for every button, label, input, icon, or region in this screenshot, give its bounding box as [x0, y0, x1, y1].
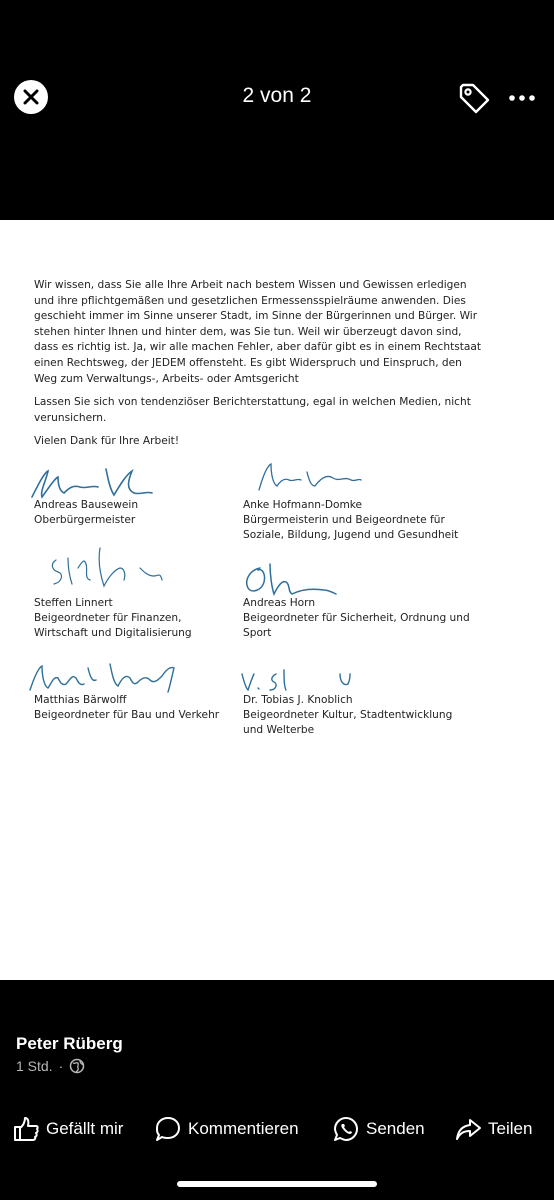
comment-button[interactable]	[154, 1114, 299, 1144]
more-options-button[interactable]	[506, 84, 538, 112]
signature-hofmann-domke	[255, 460, 365, 496]
tag-icon	[456, 80, 492, 116]
signatory-hofmann-domke: Anke Hofmann-Domke Bürgermeisterin und Beigeordnete für Soziale, Bildung, Jugend und Gesundheit	[243, 499, 459, 542]
letter-paragraph: Wir wissen, dass Sie alle Ihre Arbeit nach bestem Wissen und Gewissen erledigen und ihre pflichtgemäßen und gesetzlichen Ermessensspielräume anwenden. Dies geschieht immer im Sinne unserer Stadt, im Sinne der Bürgerinnen und Bürger. Wir stehen hinter Ihnen und hinter dem, was Sie tun. Weil wir überzeugt davon sind, dass es richtig ist. Ja, wir alle machen Fehler, aber dafür gibt es in einem Rechtstaat einen Rechtsweg, der JEDEM offensteht. Es gibt Widerspruch und Einspruch, den Weg zum Verwaltungs-, Arbeits- oder Amtsgericht	[34, 279, 482, 385]
signatory-bausewein: Andreas Bausewein Oberbürgermeister	[34, 499, 139, 527]
send-button[interactable]	[332, 1114, 425, 1144]
meta-separator: ·	[58, 1058, 64, 1074]
letter-closing: Vielen Dank für Ihre Arbeit!	[34, 435, 180, 448]
signatory-baerwolff: Matthias Bärwolff Beigeordneter für Bau und Verkehr	[34, 694, 220, 722]
globe-icon	[69, 1058, 85, 1074]
home-indicator[interactable]	[177, 1181, 377, 1187]
page-counter: 2 von 2	[242, 84, 312, 107]
share-label: Teilen	[488, 1119, 533, 1138]
signatory-linnert: Steffen Linnert Beigeordneter für Finanzen, Wirtschaft und Digitalisierung	[34, 597, 192, 640]
letter-body	[34, 278, 480, 458]
send-label: Senden	[366, 1119, 425, 1138]
signatory-horn: Andreas Horn Beigeordneter für Sicherheit, Ordnung und Sport	[243, 597, 470, 640]
letter-paragraph: Lassen Sie sich von tendenziöser Berichterstattung, egal in welchen Medien, nicht verunsichern.	[34, 396, 471, 424]
whatsapp-icon	[332, 1115, 360, 1143]
post-footer	[0, 980, 554, 1200]
post-time[interactable]: 1 Std.	[16, 1058, 53, 1074]
like-label: Gefällt mir	[46, 1119, 124, 1138]
letter-photo	[0, 220, 554, 980]
comment-label: Kommentieren	[188, 1119, 299, 1138]
tag-button[interactable]	[456, 80, 492, 116]
signature-knoblich	[238, 668, 358, 696]
action-bar	[0, 1114, 554, 1144]
comment-icon	[154, 1115, 182, 1143]
signatory-knoblich: Dr. Tobias J. Knoblich Beigeordneter Kultur, Stadtentwicklung und Welterbe	[243, 694, 453, 737]
signature-horn	[240, 560, 340, 600]
like-icon	[12, 1115, 40, 1143]
photo-viewer-header	[0, 0, 554, 220]
post-meta	[16, 1058, 85, 1074]
signature-baerwolff	[26, 656, 186, 698]
like-button[interactable]	[12, 1114, 123, 1144]
share-icon	[454, 1115, 482, 1143]
author-name[interactable]: Peter Rüberg	[16, 1034, 123, 1053]
more-icon	[506, 84, 538, 112]
share-button[interactable]	[454, 1114, 532, 1144]
signature-linnert	[44, 538, 168, 598]
